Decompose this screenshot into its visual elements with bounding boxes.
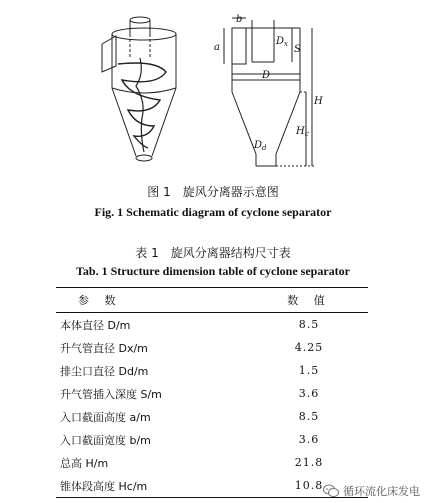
table-row — [56, 428, 368, 451]
label-dd: $D_d$ — [254, 140, 267, 152]
table-row — [56, 474, 368, 498]
table-row — [56, 451, 368, 474]
table-row — [56, 336, 368, 359]
watermark — [323, 483, 420, 499]
label-hc: $H_c$ — [296, 126, 309, 138]
figure-1 — [0, 0, 426, 178]
param-value: 10.8 — [294, 479, 324, 492]
table-header-row — [56, 288, 368, 313]
cyclone-dimension-schematic — [208, 14, 328, 174]
wechat-icon — [323, 484, 339, 498]
table-row — [56, 382, 368, 405]
param-name: 排尘口直径 Dd/m — [60, 364, 149, 378]
figure-caption-cn: 图 1 旋风分离器示意图 — [147, 185, 279, 199]
label-h: H — [314, 96, 323, 107]
watermark-text: 循环流化床发电 — [343, 485, 420, 498]
param-name: 锥体段高度 Hc/m — [60, 479, 148, 493]
dimension-table — [56, 287, 368, 498]
table-row — [56, 405, 368, 428]
param-name: 入口截面高度 a/m — [60, 410, 151, 424]
param-value: 3.6 — [298, 433, 320, 446]
param-name: 入口截面宽度 b/m — [60, 433, 151, 447]
param-name: 本体直径 D/m — [60, 318, 131, 332]
param-name: 总高 H/m — [60, 456, 109, 470]
table-row — [56, 313, 368, 337]
table-caption-cn: 表 1 旋风分离器结构尺寸表 — [135, 246, 291, 260]
param-value: 1.5 — [298, 364, 320, 377]
table-row — [56, 359, 368, 382]
param-name: 升气管插入深度 S/m — [60, 387, 162, 401]
param-value: 8.5 — [298, 318, 320, 331]
param-value: 3.6 — [298, 387, 320, 400]
label-a: a — [214, 42, 220, 53]
label-d: D — [262, 70, 271, 81]
header-parameter: 参 数 — [78, 294, 122, 307]
param-value: 4.25 — [294, 341, 324, 354]
header-value: 数 值 — [287, 294, 331, 307]
param-value: 21.8 — [294, 456, 324, 469]
label-s: S — [294, 44, 301, 55]
figure-caption-en: Fig. 1 Schematic diagram of cyclone separator — [94, 205, 332, 219]
label-dx: $D_x$ — [276, 36, 288, 48]
param-name: 升气管直径 Dx/m — [60, 341, 148, 355]
cyclone-3d-schematic — [96, 14, 196, 174]
param-value: 8.5 — [298, 410, 320, 423]
table-caption-en: Tab. 1 Structure dimension table of cyclone separator — [76, 264, 350, 278]
label-b: b — [236, 14, 243, 25]
